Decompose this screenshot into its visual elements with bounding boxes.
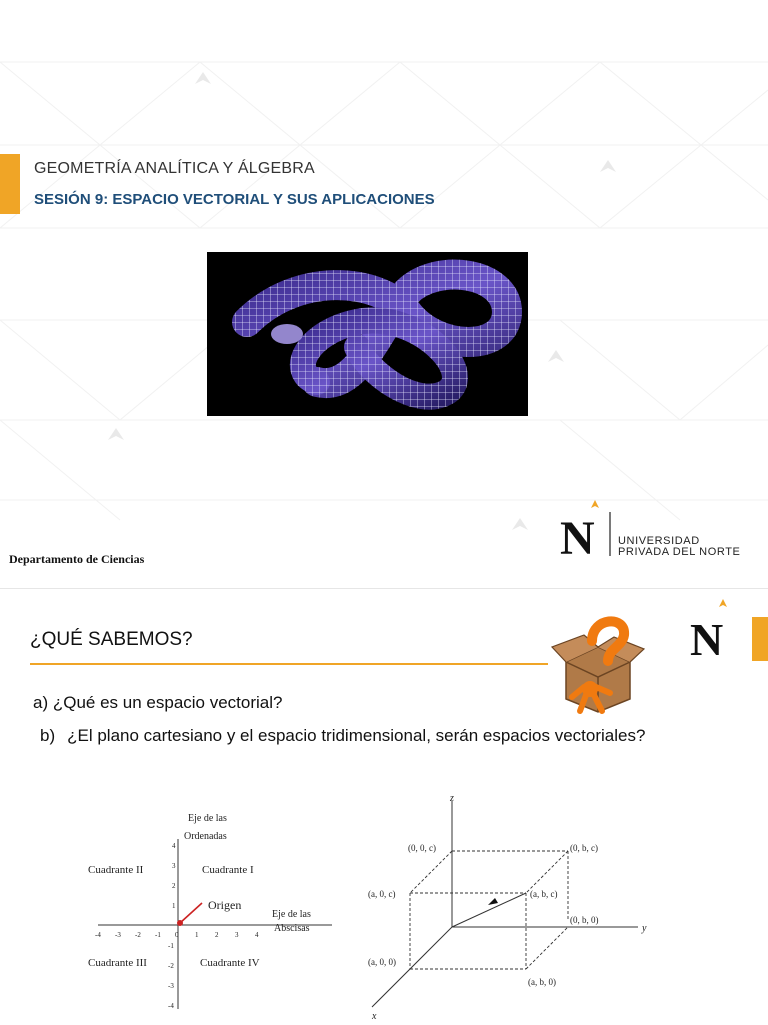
y-tick-label: -3 <box>168 982 174 990</box>
x-tick-label: -3 <box>115 931 121 939</box>
origin-label: Origen <box>208 898 242 912</box>
x-axis-label-2: Abscisas <box>274 923 310 934</box>
point-0b0: (0, b, 0) <box>570 915 599 925</box>
course-title: GEOMETRÍA ANALÍTICA Y ÁLGEBRA <box>34 160 315 177</box>
point-abc: (a, b, c) <box>530 889 558 899</box>
logo-letter-small: N <box>690 614 724 659</box>
y-tick-label: 1 <box>172 902 176 910</box>
point-ab0: (a, b, 0) <box>528 977 556 987</box>
x-tick-label: 0 <box>175 931 179 939</box>
x-tick-label: 3 <box>235 931 239 939</box>
question-a <box>33 693 282 713</box>
y-tick-label: 2 <box>172 882 176 890</box>
point-a0c: (a, 0, c) <box>368 889 396 899</box>
accent-bar-right <box>752 617 768 661</box>
origin-point <box>177 920 183 926</box>
vector-arrow <box>180 903 202 923</box>
university-name-line2: PRIVADA DEL NORTE <box>618 546 741 558</box>
x-tick-label: -4 <box>95 931 101 939</box>
x-tick-label: 1 <box>195 931 199 939</box>
department-label: Departamento de Ciencias <box>9 552 145 566</box>
section-title: ¿QUÉ SABEMOS? <box>30 629 193 650</box>
y-tick-label: -1 <box>168 942 174 950</box>
point-00c: (0, 0, c) <box>408 843 436 853</box>
quadrant-2-label: Cuadrante II <box>88 864 144 876</box>
y-tick-label: 3 <box>172 862 176 870</box>
x-axis-3d-label: x <box>372 1011 377 1022</box>
x-axis-label-1: Eje de las <box>272 909 311 920</box>
question-b-label: b) <box>40 726 56 745</box>
section-rule <box>30 663 548 665</box>
x-tick-label: 2 <box>215 931 219 939</box>
y-tick-label: 4 <box>172 842 176 850</box>
y-axis-label-2: Ordenadas <box>184 831 227 842</box>
z-axis-label: z <box>450 793 454 804</box>
university-name <box>618 536 740 558</box>
y-tick-label: -2 <box>168 962 174 970</box>
space-3d-diagram <box>352 789 668 1025</box>
point-a00: (a, 0, 0) <box>368 957 396 967</box>
question-clipart <box>548 607 648 717</box>
x-tick-label: 4 <box>255 931 259 939</box>
cartesian-plane-diagram <box>70 799 340 1015</box>
y-tick-label: -4 <box>168 1002 174 1010</box>
university-name-line1: UNIVERSIDAD <box>618 535 700 547</box>
y-axis-label-1: Eje de las <box>188 813 227 824</box>
quadrant-3-label: Cuadrante III <box>88 957 147 969</box>
quadrant-1-label: Cuadrante I <box>202 864 254 876</box>
torus-knot-image <box>207 252 528 416</box>
x-tick-label: -1 <box>155 931 161 939</box>
accent-bar <box>0 154 20 214</box>
question-a-label: a) <box>33 693 49 712</box>
session-title: SESIÓN 9: ESPACIO VECTORIAL Y SUS APLICACIONES <box>34 191 435 208</box>
university-logo-small <box>688 597 738 659</box>
question-b-text: ¿El plano cartesiano y el espacio tridimensional, serán espacios vectoriales? <box>67 726 646 745</box>
quadrant-4-label: Cuadrante IV <box>200 957 260 969</box>
logo-letter: N <box>560 512 595 562</box>
x-tick-label: -2 <box>135 931 141 939</box>
question-b <box>28 724 682 748</box>
question-a-text: ¿Qué es un espacio vectorial? <box>52 693 283 712</box>
y-axis-3d-label: y <box>642 923 647 934</box>
content-slide <box>0 588 768 1025</box>
point-0bc: (0, b, c) <box>570 843 598 853</box>
